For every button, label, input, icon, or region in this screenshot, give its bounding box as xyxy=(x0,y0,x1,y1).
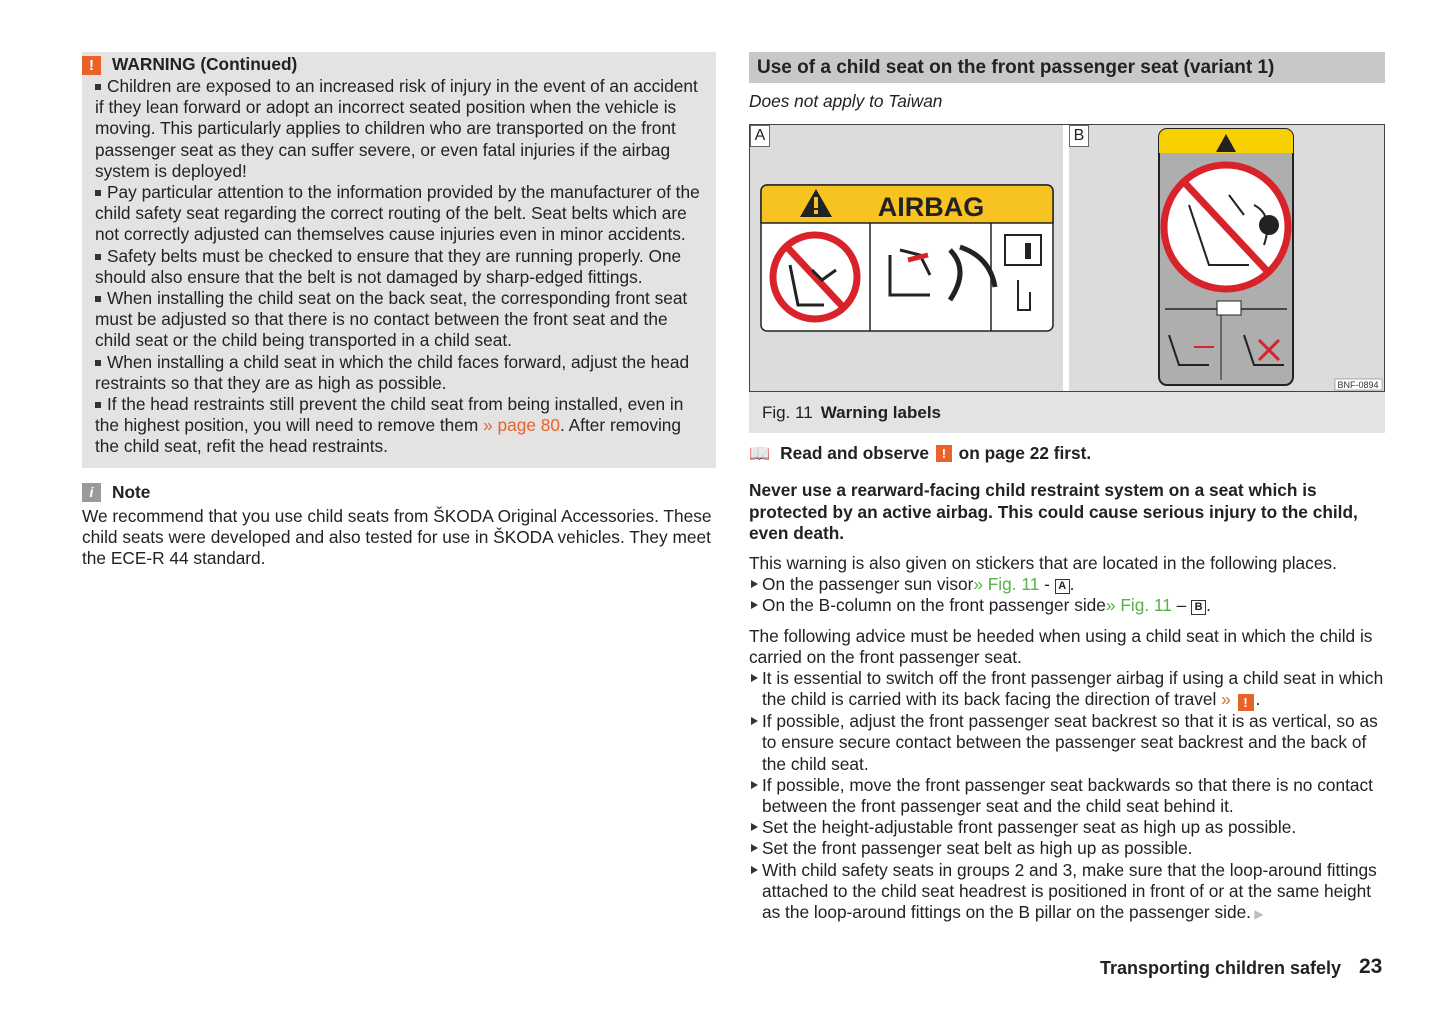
info-icon: i xyxy=(82,483,101,502)
figure-title: Warning labels xyxy=(820,403,941,423)
note-header xyxy=(82,482,716,504)
warning-item: Pay particular attention to the information provided by the manufacturer of the child safety seat regarding the correct routing of the belt. Seat belts which are not correctly adjusted can themselves cause injuries even in minor accidents. xyxy=(95,182,700,245)
warning-box xyxy=(82,52,716,468)
read-observe: 📖 Read and observe ! on page 22 first. xyxy=(749,443,1092,464)
list-item: Set the front passenger seat belt as high up as possible. xyxy=(749,838,1385,859)
figure-number: Fig. 11 xyxy=(762,403,813,423)
figure-warning-labels xyxy=(749,124,1385,392)
list-item: Set the height-adjustable front passenger seat as high up as possible. xyxy=(749,817,1385,838)
warning-item: If the head restraints still prevent the child seat from being installed, even in the highest position, you will need to remove them » page 80. After removing the child seat, refit the head restraints. xyxy=(95,394,684,457)
warning-icon[interactable]: ! xyxy=(936,445,952,462)
stickers-intro: This warning is also given on stickers that are located in the following places. xyxy=(749,553,1337,574)
page-number: 23 xyxy=(1359,955,1383,978)
panel-b-label: B xyxy=(1069,125,1089,147)
b-pillar-sticker-illustration xyxy=(1069,125,1384,391)
fig-11-link[interactable]: » Fig. 11 xyxy=(973,574,1040,595)
warning-icon: ! xyxy=(1238,694,1254,711)
book-icon: 📖 xyxy=(749,444,771,464)
list-item: It is essential to switch off the front passenger airbag if using a child seat in which the child is carried with its back facing the direction of travel » ! . xyxy=(749,668,1385,711)
advice-intro: The following advice must be heeded when using a child seat in which the child is carried on the front passenger seat. xyxy=(749,625,1373,667)
list-item: With child safety seats in groups 2 and 3, make sure that the loop-around fittings attached to the child seat headrest is positioned in front of or at the same height as the loop-around fittings on the B pillar on the passenger side. ▶ xyxy=(749,860,1385,926)
svg-text:AIRBAG: AIRBAG xyxy=(877,192,985,223)
warning-item: When installing a child seat in which the child faces forward, adjust the head restraints so that they are as high as possible. xyxy=(95,351,690,393)
svg-text:BNF-0894: BNF-0894 xyxy=(1337,380,1379,391)
warning-item: Children are exposed to an increased risk of injury in the event of an accident if they lean forward or adopt an incorrect seated position when the vehicle is moving. This particularly applies to children who are transported on the front passenger seat as they can suffer severe, or even fatal injuries if the airbag system is deployed! xyxy=(95,76,698,181)
figure-caption xyxy=(749,392,1385,433)
warning-item: When installing the child seat on the back seat, the corresponding front seat must be adjusted so that there is no contact between the front seat and the child seat or the child being transported in a child seat. xyxy=(95,288,688,351)
panel-a-label: A xyxy=(750,125,770,147)
airbag-sticker-illustration xyxy=(750,125,1063,391)
note-title: Note xyxy=(112,482,151,503)
warning-title: WARNING (Continued) xyxy=(112,54,298,75)
continued-arrow-icon: ▶ xyxy=(1251,907,1264,922)
warning-icon: ! xyxy=(82,56,101,75)
right-column xyxy=(749,52,1385,925)
list-item: If possible, adjust the front passenger seat backrest so that it is as vertical, so as to ensure secure contact between the passenger seat backrest and the back of the child seat. xyxy=(749,711,1385,775)
section-title: Use of a child seat on the front passenger seat (variant 1) xyxy=(749,52,1385,83)
list-item: If possible, move the front passenger seat backwards so that there is no contact between the front passenger seat and the child seat behind it. xyxy=(749,775,1385,817)
warning-header xyxy=(82,52,704,76)
panel-b xyxy=(1069,125,1384,391)
left-column xyxy=(82,52,716,569)
page-80-link[interactable]: » page 80 xyxy=(483,415,560,436)
panel-a xyxy=(750,125,1063,391)
fig-11-link[interactable]: » Fig. 11 xyxy=(1105,595,1172,616)
list-item: On the passenger sun visor» Fig. 11 - A . xyxy=(749,574,1385,595)
warning-link[interactable]: » xyxy=(1221,689,1231,710)
bold-warning: Never use a rearward-facing child restraint system on a seat which is protected by an active airbag. This could cause serious injury to the child, even death. xyxy=(749,480,1358,543)
chapter-footer: Transporting children safely xyxy=(1100,958,1342,978)
note-text: We recommend that you use child seats from ŠKODA Original Accessories. These child seats were developed and also tested for use in ŠKODA vehicles. They meet the ECE-R 44 standard. xyxy=(82,505,712,569)
list-item: On the B-column on the front passenger side» Fig. 11 – B . xyxy=(749,595,1385,616)
warning-item: Safety belts must be checked to ensure that they are running properly. One should also ensure that the belt is not damaged by sharp-edged fittings. xyxy=(95,245,682,287)
section-subtitle: Does not apply to Taiwan xyxy=(749,91,943,111)
